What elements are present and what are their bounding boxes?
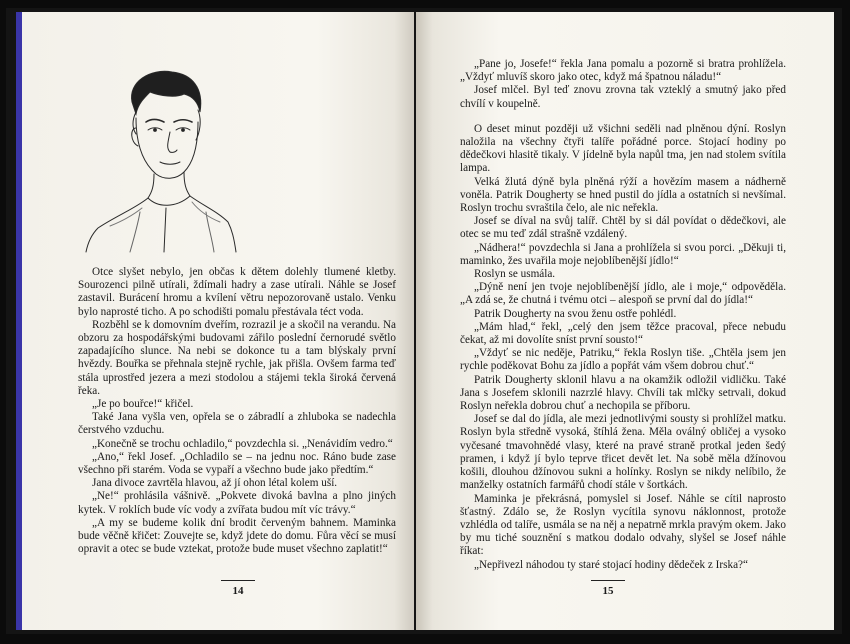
paragraph: Josef se dal do jídla, ale mezi jednotlivými sousty si prohlížel matku. Roslyn byla středně vysoká, štíhlá žena. Měla oválný obličej a vysoko vyčesané tmavohnědé vlasy, které na pravé straně protkal jeden šedý pramen, i když jí bylo teprve třicet devět let. Na sobě měla džínovou košili, dlouhou džínovou sukni a holínky. Roslyn se nikdy nelíbilo, že manželky ostatních farmářů chodí stále v šortkách. [460,413,786,492]
paragraph: „Vždyť se nic neděje, Patriku,“ řekla Roslyn tiše. „Chtěla jsem jen rychle poděkovat Bohu za jídlo a popřát vám všem dobrou chuť.“ [460,347,786,373]
paragraph: Otce slyšet nebylo, jen občas k dětem dolehly tlumené kletby. Sourozenci pilně utírali, ždímali hadry a zase utírali. Náhle se Josef zastavil. Burácení hromu a kvílení větru nepozorovaně ustalo. Venku bylo naprosté ticho. A po schodišti pomalu přestávala téct voda. [78,266,396,318]
paragraph: Josef se díval na svůj talíř. Chtěl by si dál povídat o dědečkovi, ale otec se mu teď zdál strašně vzdálený. [460,215,786,241]
paragraph: „Konečně se trochu ochladilo,“ povzdechla si. „Nenávidím vedro.“ [92,437,393,450]
paragraph: Patrik Dougherty na svou ženu ostře pohlédl. [474,307,677,320]
left-page [16,12,414,630]
paragraph: Roslyn se usmála. [474,268,556,281]
paragraph: „A my se budeme kolik dní brodit červeným bahnem. Maminka bude věčně křičet: Zouvejte se, když jdete do domu. Fůra věcí se musí opravit a otec se bude vztekat, protože bude muset všechno zaplatit!“ [78,516,396,556]
paragraph: „Nepřivezl náhodou ty staré stojací hodiny dědeček z Irska?“ [474,558,748,571]
paragraph: „Pane jo, Josefe!“ řekla Jana pomalu a pozorně si bratra prohlížela. „Vždyť mluvíš skoro jako otec, když má špatnou náladu!“ [460,58,786,84]
paragraph: Jana divoce zavrtěla hlavou, až jí ohon létal kolem uší. [92,477,338,490]
paragraph: Maminka je překrásná, pomyslel si Josef. Náhle se cítil naprosto šťastný. Zdálo se, že Roslyn vycítila synovu náklonnost, protože vzhlédla od talíře, usmála se na něj a nepatrně mrkla pravým okem. Jako by mu tiché souznění s matkou dodalo odvahy, slyšel se Josef náhle říkat: [460,492,786,558]
left-page-text [78,266,396,556]
paragraph: „Je po bouřce!“ křičel. [92,398,194,411]
page-number: 14 [218,580,258,597]
page-number: 15 [588,580,628,597]
right-page-text [460,58,786,572]
paragraph: Patrik Dougherty sklonil hlavu a na okamžik odložil vidličku. Také Jana s Josefem sklonili nazrzlé hlavy. Chvíli tak mlčky setrvali, dokud Roslyn neřekla dobrou chuť a nechopila se příboru. [460,373,786,413]
boy-portrait-illustration [80,62,240,262]
paragraph: Rozběhl se k domovním dveřím, rozrazil je a skočil na verandu. Na obzoru za hospodářskými budovami zářilo poslední černorudé světlo zapadajícího slunce. Na nebi se dokonce tu a tam blýskaly první hvězdy. Bouřka se přehnala stejně rychle, jak přišla. Ovšem farma teď stála uprostřed jezera a mezi stodolou a stájemi tekla široká červená řeka. [78,318,396,397]
paragraph: „Ne!“ prohlásila vášnivě. „Pokvete divoká bavlna a plno jiných kytek. V roklích bude víc vody a zvířata budou mít víc trávy.“ [78,490,396,516]
paragraph: „Nádhera!“ povzdechla si Jana a prohlížela si svou porci. „Děkuji ti, maminko, žes uvařila moje nejoblíbenější jídlo!“ [460,241,786,267]
right-page [416,12,834,630]
paragraph: „Dýně není jen tvoje nejoblíbenější jídlo, ale i moje,“ odpověděla. „A zdá se, že chutná i tvému otci – alespoň se první dal do jídla!“ [460,281,786,307]
paragraph: Josef mlčel. Byl teď znovu zrovna tak vzteklý a smutný jako před chvílí v koupelně. [460,84,786,110]
paragraph: Velká žlutá dýně byla plněná rýží a hovězím masem a nádherně voněla. Patrik Dougherty se hned pustil do jídla a ostatních si nevšímal. Roslyn trochu svraštila čelo, ale nic neřekla. [460,175,786,215]
paragraph: O deset minut později už všichni seděli nad plněnou dýní. Roslyn naložila na všechny čtyři talíře pořádné porce. Stojací hodiny po dědečkovi hlasitě tikaly. V jídelně byla napůl tma, jen nad stolem svítila lampa. [460,122,786,175]
book-spread [6,8,842,634]
paragraph: Také Jana vyšla ven, opřela se o zábradlí a zhluboka se nadechla čerstvého vzduchu. [78,411,396,437]
paragraph: „Ano,“ řekl Josef. „Ochladilo se – na jednu noc. Ráno bude zase všechno při starém. Voda se vypaří a všechno bude jako předtím.“ [78,450,396,477]
paragraph: „Mám hlad,“ řekl, „celý den jsem těžce pracoval, přece nebudu čekat, až mi dovolíte sníst první sousto!“ [460,320,786,347]
